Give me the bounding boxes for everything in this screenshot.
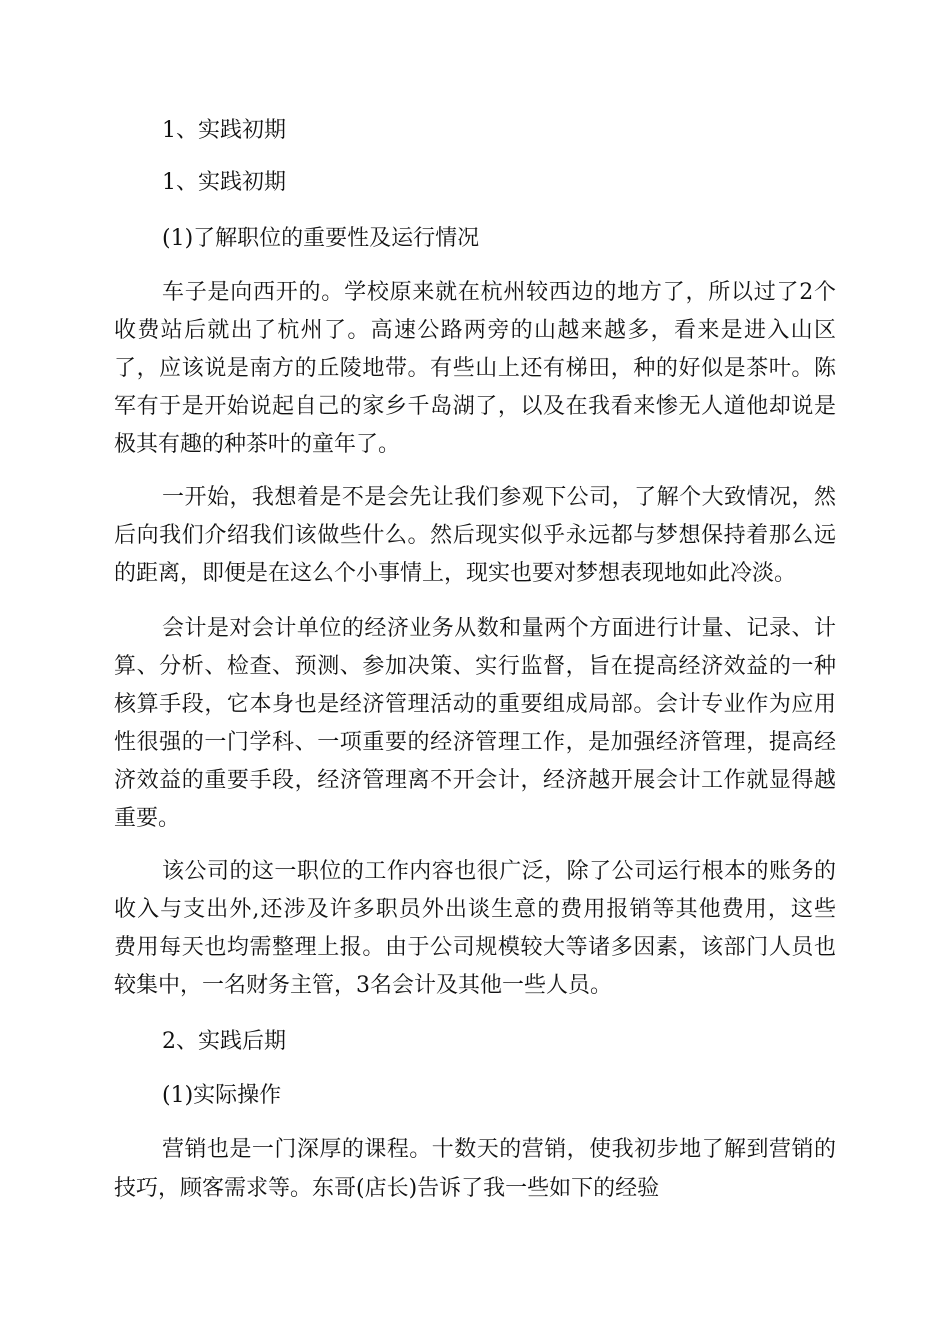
paragraph-line: 重要。 (114, 806, 181, 831)
paragraph-line: 了，应该说是南方的丘陵地带。有些山上还有梯田，种的好似是茶叶。陈 (114, 356, 836, 381)
paragraph-line: 收费站后就出了杭州了。高速公路两旁的山越来越多，看来是进入山区 (114, 318, 836, 343)
paragraph-line: 后向我们介绍我们该做些什么。然后现实似乎永远都与梦想保持着那么远 (114, 523, 836, 548)
paragraph-line: 极其有趣的种茶叶的童年了。 (114, 432, 401, 457)
paragraph-line: 济效益的重要手段，经济管理离不开会计，经济越开展会计工作就显得越 (114, 768, 836, 793)
section-heading: 1、实践初期 (162, 118, 286, 143)
section-heading: 2、实践后期 (162, 1029, 286, 1054)
paragraph-line: 军有于是开始说起自己的家乡千岛湖了，以及在我看来惨无人道他却说是 (114, 394, 836, 419)
paragraph-line: 费用每天也均需整理上报。由于公司规模较大等诸多因素，该部门人员也 (114, 935, 836, 960)
section-heading: 1、实践初期 (162, 170, 286, 195)
paragraph-line: 该公司的这一职位的工作内容也很广泛，除了公司运行根本的账务的 (162, 859, 836, 884)
paragraph-line: 会计是对会计单位的经济业务从数和量两个方面进行计量、记录、计 (162, 616, 836, 641)
paragraph-line: 收入与支出外,还涉及许多职员外出谈生意的费用报销等其他费用，这些 (114, 897, 836, 922)
paragraph-line: 车子是向西开的。学校原来就在杭州较西边的地方了，所以过了2个 (162, 280, 836, 305)
paragraph-line: 的距离，即便是在这么个小事情上，现实也要对梦想表现地如此冷淡。 (114, 561, 797, 586)
paragraph-line: 较集中，一名财务主管，3名会计及其他一些人员。 (114, 973, 612, 998)
paragraph-line: 营销也是一门深厚的课程。十数天的营销，使我初步地了解到营销的 (162, 1137, 836, 1162)
paragraph-line: 算、分析、检查、预测、参加决策、实行监督，旨在提高经济效益的一种 (114, 654, 836, 679)
subsection-heading: (1)实际操作 (162, 1083, 282, 1108)
subsection-heading: (1)了解职位的重要性及运行情况 (162, 226, 480, 251)
paragraph-line: 核算手段，它本身也是经济管理活动的重要组成局部。会计专业作为应用 (114, 692, 836, 717)
paragraph-line: 一开始，我想着是不是会先让我们参观下公司，了解个大致情况，然 (162, 485, 836, 510)
paragraph-line: 性很强的一门学科、一项重要的经济管理工作，是加强经济管理，提高经 (114, 730, 836, 755)
paragraph-line: 技巧，顾客需求等。东哥(店长)告诉了我一些如下的经验 (114, 1176, 660, 1201)
